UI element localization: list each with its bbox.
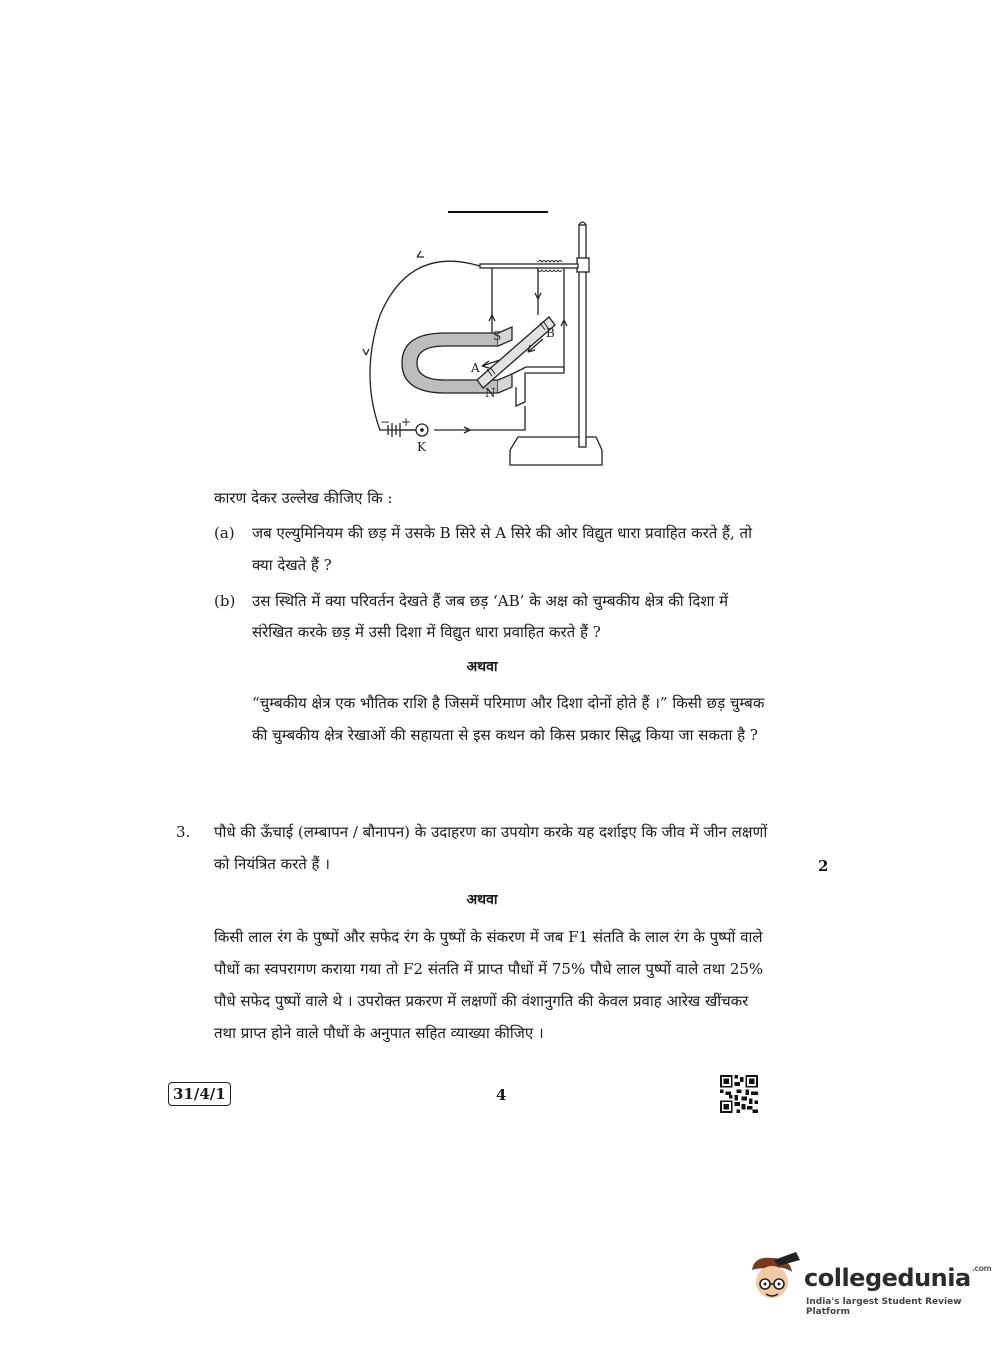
q3-alt-line2: पौधों का स्वपरागण कराया गया तो F2 संतति में प्राप्त पौधों में 75% पौधे लाल पुष्पों वाले तथा 25%: [214, 960, 764, 978]
q2-a-line1: जब एल्युमिनियम की छड़ में उसके B सिरे से A सिरे की ओर विद्युत धारा प्रवाहित करते हैं, तो: [252, 524, 752, 542]
q2-or-heading: अथवा: [466, 659, 498, 675]
q2-alt-line1: “चुम्बकीय क्षेत्र एक भौतिक राशि है जिसमें परिमाण और दिशा दोनों होते हैं ।” किसी छड़ चुम्बक: [252, 694, 765, 712]
label-minus: −: [380, 415, 391, 429]
magnetic-force-apparatus-diagram: [350, 215, 620, 470]
q3-or-heading: अथवा: [466, 892, 498, 908]
q3-line2: को नियंत्रित करते हैं ।: [214, 855, 330, 873]
label-b: B: [546, 326, 555, 340]
brand-name: collegedunia$^{.com}$: [804, 1264, 992, 1292]
brand-tagline: India's largest Student Review Platform: [806, 1297, 962, 1317]
label-s: S: [493, 329, 502, 343]
label-a: A: [471, 361, 480, 375]
collegedunia-mascot-logo: [744, 1250, 802, 1308]
label-plus: +: [401, 415, 412, 429]
horizontal-arm: [480, 264, 578, 268]
q3-line1: पौधे की ऊँचाई (लम्बापन / बौनापन) के उदाहरण का उपयोग करके यह दर्शाइए कि जीव में जीन लक्षणों: [214, 823, 768, 841]
q3-marks: 2: [818, 857, 829, 875]
q3-alt-line3: पौधे सफेद पुष्पों वाले थे । उपरोक्त प्रकरण में लक्षणों की वंशानुगति की केवल प्रवाह आरेख खींचकर: [214, 992, 749, 1010]
page-number: 4: [496, 1086, 507, 1104]
brand-suffix: .com: [971, 1264, 992, 1273]
q2-a-line2: क्या देखते हैं ?: [252, 556, 332, 574]
qr-code-icon: [720, 1075, 758, 1113]
stand-clamp: [577, 258, 589, 272]
label-n: N: [485, 386, 496, 400]
q2-alt-line2: की चुम्बकीय क्षेत्र रेखाओं की सहायता से इस कथन को किस प्रकार सिद्ध किया जा सकता है ?: [252, 726, 758, 744]
label-k: K: [417, 440, 426, 454]
q2-b-marker: (b): [214, 592, 236, 610]
header-rule: [448, 211, 548, 213]
paper-code: 31/4/1: [168, 1082, 231, 1106]
q3-alt-line4: तथा प्राप्त होने वाले पौधों के अनुपात सहित व्याख्या कीजिए ।: [214, 1024, 544, 1042]
q3-number: 3.: [176, 823, 191, 841]
stand-base: [510, 437, 602, 465]
intro-text: कारण देकर उल्लेख कीजिए कि :: [214, 489, 393, 507]
q2-b-line2: संरेखित करके छड़ में उसी दिशा में विद्युत धारा प्रवाहित करते हैं ?: [252, 623, 601, 641]
q2-b-line1: उस स्थिति में क्या परिवर्तन देखते हैं जब छड़ ‘AB’ के अक्ष को चुम्बकीय क्षेत्र की दिशा में: [252, 592, 729, 610]
q2-a-marker: (a): [214, 524, 235, 542]
q3-alt-line1: किसी लाल रंग के पुष्पों और सफेद रंग के पुष्पों के संकरण में जब F1 संतति के लाल रंग के पुष्पों वाले: [214, 928, 763, 946]
